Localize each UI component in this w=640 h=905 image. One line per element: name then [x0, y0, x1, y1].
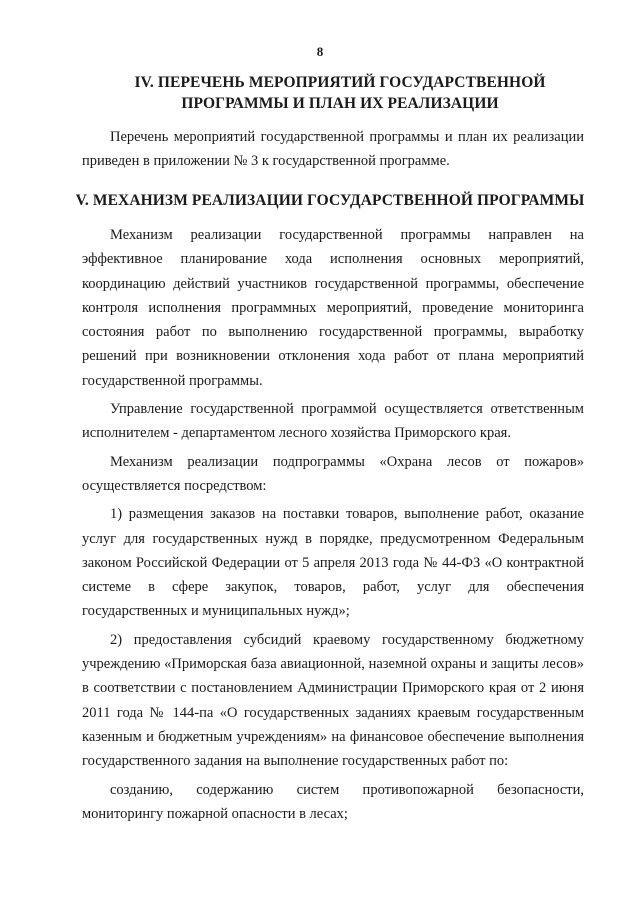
section-v-paragraph-mechanism: Механизм реализации государственной программы направлен на эффективное планирование хода исполнения основных мероприятий, координацию действий участников государственной программы, обеспечение контроля исполнения программных мероприятий, проведение мониторинга состояния работ по выполнению государственной программы, выработку решений при возникновении отклонения хода работ от плана мероприятий государственной программы.	[82, 227, 584, 389]
section-v-list-item-2: 2) предоставления субсидий краевому государственному бюджетному учреждению «Приморская база авиационной, наземной охраны и защиты лесов» в соответствии с постановлением Администрации Приморского края от 2 июня 2011 года № 144-па «О государственных заданиях краевым государственным казенным и бюджетным учреждениям» на финансовое обеспечение выполнения государственного задания на выполнение государственных работ по:	[82, 631, 584, 770]
section-iv-paragraph: Перечень мероприятий государственной программы и план их реализации приведен в приложении № 3 к государственной программе.	[82, 129, 584, 170]
section-iv-body	[82, 125, 584, 174]
page-number: 8	[316, 44, 324, 59]
section-v-paragraph-management: Управление государственной программой осуществляется ответственным исполнителем - департаментом лесного хозяйства Приморского края.	[82, 401, 584, 442]
section-v-paragraph-subprogram: Механизм реализации подпрограммы «Охрана лесов от пожаров» осуществляется посредством:	[82, 453, 584, 494]
section-v-sub-item: созданию, содержанию систем противопожарной безопасности, мониторингу пожарной опасности в лесах;	[82, 781, 584, 822]
section-iv-heading	[100, 72, 580, 114]
section-v-body	[82, 223, 584, 826]
section-v-list-item-1: 1) размещения заказов на поставки товаров, выполнение работ, оказание услуг для государственных нужд в порядке, предусмотренном Федеральным законом Российской Федерации от 5 апреля 2013 года № 44-ФЗ «О контрактной системе в сфере закупок, товаров, работ, услуг для обеспечения государственных и муниципальных нужд»;	[82, 506, 584, 620]
section-iv-heading-line2: ПРОГРАММЫ И ПЛАН ИХ РЕАЛИЗАЦИИ	[181, 95, 499, 112]
section-v-heading: V. МЕХАНИЗМ РЕАЛИЗАЦИИ ГОСУДАРСТВЕННОЙ ПРОГРАММЫ	[75, 192, 585, 209]
section-iv-heading-line1: IV. ПЕРЕЧЕНЬ МЕРОПРИЯТИЙ ГОСУДАРСТВЕННОЙ	[134, 74, 546, 91]
